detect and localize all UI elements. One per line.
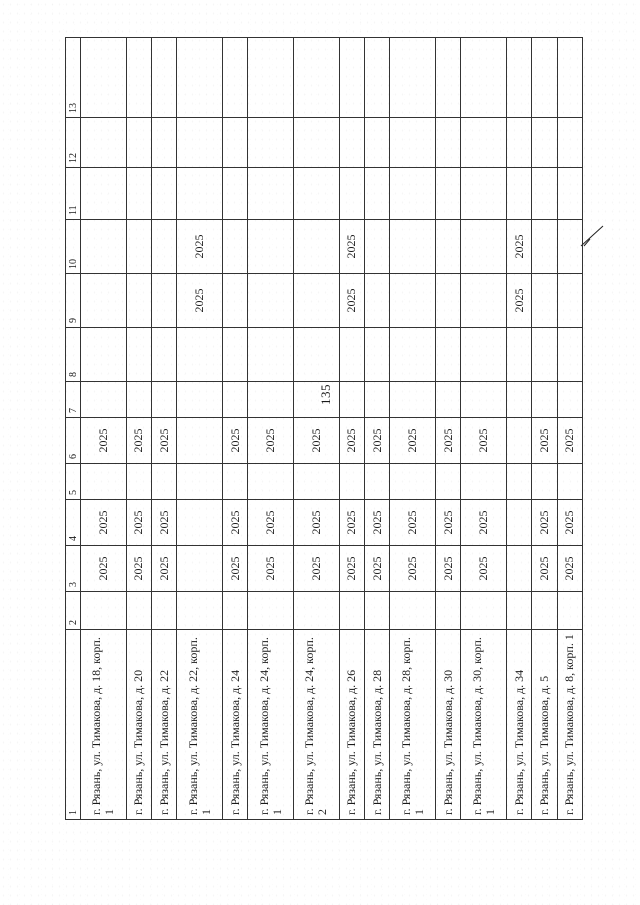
year-cell [365, 464, 390, 500]
year-cell [81, 592, 127, 630]
year-cell [436, 328, 461, 382]
address-cell: г. Рязань, ул. Тимакова, д. 24 [223, 630, 248, 820]
table-row [81, 38, 127, 820]
year-cell [177, 500, 223, 546]
year-cell [177, 546, 223, 592]
year-cell [461, 382, 507, 418]
year-cell [248, 220, 294, 274]
year-cell [248, 118, 294, 168]
year-cell [152, 328, 177, 382]
year-cell [152, 592, 177, 630]
year-cell: 2025 [248, 500, 294, 546]
year-cell: 2025 [461, 546, 507, 592]
year-cell [532, 464, 557, 500]
year-cell [532, 220, 557, 274]
year-cell [461, 274, 507, 328]
year-cell [532, 168, 557, 220]
year-cell: 2025 [223, 500, 248, 546]
year-cell: 2025 [532, 418, 557, 464]
column-header: 13 [66, 38, 81, 118]
year-cell [365, 118, 390, 168]
year-cell [248, 382, 294, 418]
address-cell: г. Рязань, ул. Тимакова, д. 8, корп. 1 [557, 630, 582, 820]
year-cell: 2025 [223, 546, 248, 592]
year-cell [507, 382, 532, 418]
year-cell [507, 418, 532, 464]
table-row [507, 38, 532, 820]
year-cell [177, 592, 223, 630]
year-cell [81, 118, 127, 168]
table-row [365, 38, 390, 820]
table-row [557, 38, 582, 820]
address-cell: г. Рязань, ул. Тимакова, д. 34 [507, 630, 532, 820]
year-cell [461, 118, 507, 168]
year-cell: 2025 [152, 500, 177, 546]
year-cell [507, 118, 532, 168]
year-cell [436, 274, 461, 328]
year-cell [248, 274, 294, 328]
column-header: 8 [66, 328, 81, 382]
table-row [126, 38, 151, 820]
year-cell: 2025 [532, 500, 557, 546]
year-cell [339, 328, 364, 382]
year-cell [390, 464, 436, 500]
year-cell [248, 464, 294, 500]
year-cell [507, 168, 532, 220]
year-cell: 2025 [461, 500, 507, 546]
address-cell: г. Рязань, ул. Тимакова, д. 24, корп. 1 [248, 630, 294, 820]
year-cell: 2025 [248, 546, 294, 592]
page-number: 135 [318, 384, 333, 405]
year-cell [126, 274, 151, 328]
year-cell [532, 274, 557, 328]
year-cell [81, 464, 127, 500]
year-cell: 2025 [81, 418, 127, 464]
year-cell [223, 382, 248, 418]
data-table [65, 37, 583, 820]
year-cell [390, 38, 436, 118]
column-header: 2 [66, 592, 81, 630]
address-cell: г. Рязань, ул. Тимакова, д. 20 [126, 630, 151, 820]
year-cell: 2025 [339, 274, 364, 328]
year-cell [507, 328, 532, 382]
year-cell: 2025 [223, 418, 248, 464]
address-cell: г. Рязань, ул. Тимакова, д. 26 [339, 630, 364, 820]
table-row [461, 38, 507, 820]
year-cell: 2025 [557, 418, 582, 464]
year-cell: 2025 [177, 220, 223, 274]
year-cell: 2025 [436, 546, 461, 592]
year-cell [152, 220, 177, 274]
year-cell [507, 592, 532, 630]
year-cell: 2025 [177, 274, 223, 328]
year-cell: 2025 [461, 418, 507, 464]
year-cell: 2025 [557, 546, 582, 592]
year-cell: 2025 [339, 546, 364, 592]
year-cell [436, 592, 461, 630]
table-body [81, 38, 583, 820]
year-cell: 2025 [557, 500, 582, 546]
table-row [294, 38, 340, 820]
year-cell [223, 328, 248, 382]
table-row [436, 38, 461, 820]
year-cell [557, 382, 582, 418]
year-cell [365, 592, 390, 630]
year-cell: 2025 [126, 546, 151, 592]
table-row [177, 38, 223, 820]
table-row [223, 38, 248, 820]
year-cell [532, 592, 557, 630]
table-row [390, 38, 436, 820]
year-cell [294, 274, 340, 328]
year-cell [81, 38, 127, 118]
column-header: 12 [66, 118, 81, 168]
year-cell [177, 118, 223, 168]
year-cell [390, 220, 436, 274]
year-cell: 2025 [126, 500, 151, 546]
year-cell [557, 168, 582, 220]
year-cell [557, 328, 582, 382]
year-cell [532, 118, 557, 168]
year-cell: 2025 [294, 500, 340, 546]
year-cell: 2025 [81, 546, 127, 592]
year-cell [339, 38, 364, 118]
year-cell [365, 328, 390, 382]
year-cell: 2025 [532, 546, 557, 592]
year-cell [81, 220, 127, 274]
address-cell: г. Рязань, ул. Тимакова, д. 30 [436, 630, 461, 820]
year-cell [152, 274, 177, 328]
year-cell [532, 382, 557, 418]
year-cell [177, 38, 223, 118]
year-cell [223, 464, 248, 500]
year-cell [461, 220, 507, 274]
year-cell [177, 168, 223, 220]
year-cell [81, 328, 127, 382]
address-cell: г. Рязань, ул. Тимакова, д. 28 [365, 630, 390, 820]
year-cell [248, 328, 294, 382]
year-cell [507, 546, 532, 592]
year-cell [557, 274, 582, 328]
year-cell [339, 464, 364, 500]
year-cell [557, 464, 582, 500]
year-cell: 2025 [390, 500, 436, 546]
year-cell [248, 38, 294, 118]
year-cell [152, 38, 177, 118]
year-cell [294, 168, 340, 220]
year-cell: 2025 [365, 500, 390, 546]
year-cell [461, 328, 507, 382]
address-cell: г. Рязань, ул. Тимакова, д. 18, корп. 1 [81, 630, 127, 820]
year-cell [339, 382, 364, 418]
year-cell: 2025 [390, 418, 436, 464]
year-cell [294, 464, 340, 500]
year-cell [248, 592, 294, 630]
year-cell [557, 592, 582, 630]
column-header: 1 [66, 630, 81, 820]
year-cell: 2025 [248, 418, 294, 464]
column-header: 9 [66, 274, 81, 328]
year-cell [365, 168, 390, 220]
year-cell [177, 418, 223, 464]
table-row [152, 38, 177, 820]
year-cell [248, 168, 294, 220]
year-cell [126, 220, 151, 274]
year-cell [126, 464, 151, 500]
year-cell [436, 118, 461, 168]
year-cell: 2025 [507, 220, 532, 274]
year-cell [223, 274, 248, 328]
year-cell [390, 592, 436, 630]
year-cell [223, 592, 248, 630]
year-cell [126, 118, 151, 168]
year-cell: 2025 [339, 500, 364, 546]
year-cell [126, 328, 151, 382]
year-cell [507, 38, 532, 118]
year-cell [461, 38, 507, 118]
rotated-table-container [65, 38, 583, 820]
year-cell [126, 38, 151, 118]
address-cell: г. Рязань, ул. Тимакова, д. 22 [152, 630, 177, 820]
year-cell: 2025 [152, 418, 177, 464]
year-cell [152, 382, 177, 418]
year-cell [339, 168, 364, 220]
year-cell [294, 328, 340, 382]
year-cell [223, 118, 248, 168]
table-row [532, 38, 557, 820]
year-cell [152, 464, 177, 500]
year-cell: 2025 [365, 418, 390, 464]
column-header: 3 [66, 546, 81, 592]
pen-mark [578, 222, 606, 250]
address-cell: г. Рязань, ул. Тимакова, д. 28, корп. 1 [390, 630, 436, 820]
year-cell [177, 328, 223, 382]
year-cell [152, 168, 177, 220]
address-cell: г. Рязань, ул. Тимакова, д. 30, корп. 1 [461, 630, 507, 820]
year-cell [461, 464, 507, 500]
year-cell [436, 38, 461, 118]
year-cell [365, 220, 390, 274]
year-cell [390, 168, 436, 220]
year-cell [557, 118, 582, 168]
year-cell: 2025 [339, 220, 364, 274]
year-cell: 2025 [339, 418, 364, 464]
year-cell [365, 382, 390, 418]
year-cell: 2025 [126, 418, 151, 464]
address-cell: г. Рязань, ул. Тимакова, д. 22, корп. 1 [177, 630, 223, 820]
year-cell [339, 592, 364, 630]
year-cell [461, 592, 507, 630]
year-cell: 2025 [81, 500, 127, 546]
column-header: 10 [66, 220, 81, 274]
year-cell [294, 220, 340, 274]
year-cell [294, 382, 340, 418]
year-cell [81, 168, 127, 220]
table-row [248, 38, 294, 820]
year-cell: 2025 [294, 546, 340, 592]
year-cell: 2025 [436, 418, 461, 464]
year-cell: 2025 [390, 546, 436, 592]
year-cell [126, 168, 151, 220]
address-cell: г. Рязань, ул. Тимакова, д. 5 [532, 630, 557, 820]
table-row [339, 38, 364, 820]
year-cell [532, 38, 557, 118]
year-cell [436, 464, 461, 500]
year-cell [223, 220, 248, 274]
year-cell [81, 274, 127, 328]
year-cell: 2025 [365, 546, 390, 592]
column-header: 6 [66, 418, 81, 464]
year-cell: 2025 [436, 500, 461, 546]
year-cell [436, 168, 461, 220]
year-cell [177, 382, 223, 418]
address-cell: г. Рязань, ул. Тимакова, д. 24, корп. 2 [294, 630, 340, 820]
year-cell: 2025 [507, 274, 532, 328]
year-cell [152, 118, 177, 168]
year-cell: 2025 [152, 546, 177, 592]
year-cell [507, 500, 532, 546]
year-cell [81, 382, 127, 418]
column-header: 7 [66, 382, 81, 418]
year-cell [177, 464, 223, 500]
year-cell [294, 38, 340, 118]
column-header: 11 [66, 168, 81, 220]
year-cell [436, 382, 461, 418]
year-cell [532, 328, 557, 382]
year-cell [507, 464, 532, 500]
year-cell [223, 38, 248, 118]
year-cell [294, 592, 340, 630]
year-cell [390, 118, 436, 168]
year-cell [557, 38, 582, 118]
year-cell [294, 118, 340, 168]
year-cell [436, 220, 461, 274]
table-header-row [66, 38, 81, 820]
year-cell [365, 38, 390, 118]
year-cell [339, 118, 364, 168]
year-cell [223, 168, 248, 220]
year-cell: 2025 [294, 418, 340, 464]
year-cell [390, 382, 436, 418]
year-cell [126, 382, 151, 418]
year-cell [461, 168, 507, 220]
column-header: 4 [66, 500, 81, 546]
year-cell [365, 274, 390, 328]
year-cell [390, 328, 436, 382]
year-cell [126, 592, 151, 630]
column-header: 5 [66, 464, 81, 500]
year-cell [390, 274, 436, 328]
